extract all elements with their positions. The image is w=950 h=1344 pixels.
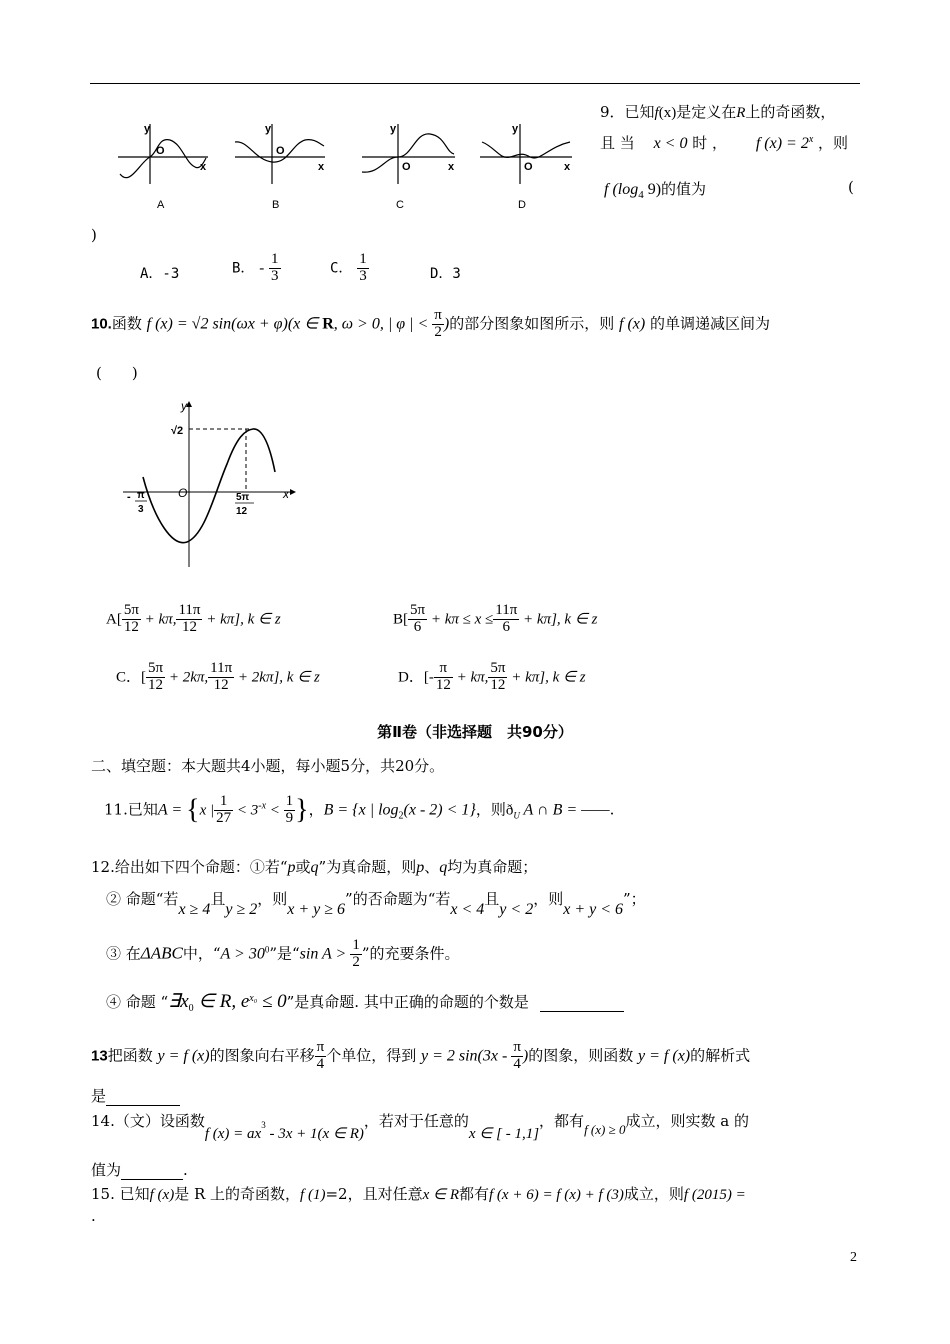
- q10-b-frac2: $\frac{11\pi}{6}$: [495, 602, 518, 635]
- q9-option-a: A．-3: [140, 266, 180, 282]
- graph-d-xlabel: x: [564, 161, 571, 173]
- q11-frac2: $\frac{1}{9}$: [285, 793, 294, 826]
- q9-line1: 9．已知f(x)是定义在R上的奇函数，: [600, 103, 836, 121]
- q10-sqrt2-label: √2: [171, 425, 184, 437]
- q10-y-label: y: [181, 399, 187, 413]
- q10-x-label: x: [283, 487, 289, 501]
- graph-d-ylabel: y: [512, 123, 519, 135]
- graph-d-origin: O: [524, 161, 533, 173]
- q12-line2: ② 命题“若x ≥ 4且y ≥ 2，则x + y ≥ 6”的否命题为“若x < 4且y < 2，则x + y < 6”；: [106, 890, 646, 918]
- graph-c-xlabel: x: [448, 161, 455, 173]
- q13-line2: 是: [91, 1085, 180, 1106]
- q10-left-num: π: [137, 490, 145, 501]
- graph-b-ylabel: y: [265, 123, 272, 135]
- q14-line2: 值为 .: [91, 1161, 188, 1179]
- q13-frac2: $\frac{\pi}{4}$: [513, 1039, 521, 1072]
- q9-option-c: C． $\frac{1}{3}$: [330, 251, 367, 284]
- q10-c-frac1: $\frac{5\pi}{12}$: [148, 660, 164, 693]
- q10-d-frac1: $\frac{\pi}{12}$: [435, 660, 451, 693]
- q9-paren-open: (: [848, 178, 854, 196]
- q10-a-frac1: $\frac{5\pi}{12}$: [123, 602, 139, 635]
- q10-option-c: C．[ $\frac{5\pi}{12}$ + 2kπ, $\frac{11\pi}{12}$ + 2kπ], k ∈ z: [116, 660, 320, 693]
- q12-half: $\frac{1}{2}$: [352, 937, 360, 970]
- q14-line1: 14.（文）设函数f $(x) = ax^3 - 3x + 1(x$ ∈ R)，若对于任意的x ∈ [ - 1,1]，都有f (x) ≥ 0成立，则实数 a 的: [91, 1112, 749, 1142]
- q10-b-frac1: $\frac{5\pi}{6}$: [410, 602, 426, 635]
- section2-title: 第Ⅱ卷（非选择题 共90分）: [377, 723, 573, 741]
- q12-answer-blank[interactable]: [540, 993, 624, 1012]
- graph-b-xlabel: x: [318, 161, 325, 173]
- q15-line1: 15. 已知f (x)是 R 上的奇函数，f (1)=2，且对任意x ∈ R都有f (x + 6) = f (x) + f (3)成立，则f (2015) =: [91, 1185, 746, 1203]
- graph-a-ylabel: y: [144, 123, 151, 135]
- fill-in-header: 二、填空题：本大题共4小题，每小题5分，共20分。: [91, 757, 445, 775]
- graph-a-label: A: [157, 199, 165, 211]
- q11: 11.已知A = {x | $\frac{1}{27}$ < $3^{-x}$ < $\frac{1}{9}$ }，B = {x | $\log_2(x - 2) < 1$}，则$ð_U$ A ∩ B = ——.: [104, 793, 615, 826]
- q12-line4: ④ 命题 “$\exists x_0$ ∈ R, $e^{x_0} \le 0$”是真命题. 其中正确的命题的个数是: [106, 990, 624, 1014]
- graph-a-xlabel: x: [200, 161, 207, 173]
- graph-d-label: D: [518, 199, 526, 211]
- q10-graph: [115, 392, 310, 572]
- q10-option-a: A[ $\frac{5\pi}{12}$ + kπ, $\frac{11\pi}{12}$ + kπ], k ∈ z: [106, 602, 281, 635]
- q10-left-sign: -: [127, 491, 131, 503]
- q10-option-b: B[ $\frac{5\pi}{6}$ + kπ ≤ x ≤ $\frac{11\pi}{6}$ + kπ], k ∈ z: [393, 602, 598, 635]
- q9-option-graphs: [100, 112, 590, 222]
- q10-sine-curve: [143, 429, 275, 543]
- q10-right-den: 12: [236, 506, 248, 517]
- graph-c-origin: O: [402, 161, 411, 173]
- q9-line3: f ($\log_4$ 9)的值为: [604, 180, 707, 201]
- q13-line1: 13把函数 y = f (x)的图象向右平移 $\frac{\pi}{4}$ 个单位，得到 y = 2 sin(3x - $\frac{\pi}{4}$ )的图象，则函数 y = f (x)的解析式: [91, 1039, 751, 1072]
- q11-frac1: $\frac{1}{27}$: [216, 793, 232, 826]
- q9-option-c-fraction: $\frac{1}{3}$: [359, 251, 367, 284]
- q10-stem: 10.函数 f (x) = √2 sin(ωx + φ)(x ∈ R, ω > 0, | φ | < $\frac{\pi}{2}$ )的部分图象如图所示，则 f (x) 的单调递减区间为: [91, 307, 770, 340]
- q10-answer-paren: ( ): [96, 364, 138, 382]
- q9-paren-close: ): [91, 226, 97, 244]
- q10-origin-label: O: [178, 486, 188, 500]
- q10-left-den: 3: [138, 504, 144, 515]
- q9-line2: 且 当 x < 0 时 ， f $(x) = 2^x$ ，则: [600, 134, 849, 152]
- q9-option-d: D．3: [430, 266, 461, 282]
- q13-frac1: $\frac{\pi}{4}$: [316, 1039, 325, 1072]
- q9-option-b: B． - $\frac{1}{3}$: [232, 251, 279, 284]
- page-number: 2: [850, 1250, 857, 1265]
- q10-pi-over-2: $\frac{\pi}{2}$: [434, 307, 442, 340]
- q10-option-d: D．[- $\frac{\pi}{12}$ + kπ, $\frac{5\pi}{12}$ + kπ], k ∈ z: [398, 660, 586, 693]
- graph-a-origin: O: [156, 145, 165, 157]
- q12-line3: ③ 在ΔABC中，“$A > 30^0$”是“sin A > $\frac{1}{2}$ ”的充要条件。: [106, 937, 460, 970]
- graph-d: [480, 124, 572, 184]
- q9-option-b-fraction: $\frac{1}{3}$: [271, 251, 279, 284]
- q10-right-num: 5π: [236, 492, 250, 503]
- header-rule: [90, 83, 860, 84]
- q13-answer-blank[interactable]: [106, 1087, 180, 1106]
- graph-c-ylabel: y: [390, 123, 397, 135]
- graph-c: [362, 124, 455, 184]
- q10-a-frac2: $\frac{11\pi}{12}$: [178, 602, 201, 635]
- q15-line2: .: [91, 1207, 96, 1225]
- q10-d-frac2: $\frac{5\pi}{12}$: [490, 660, 506, 693]
- graph-b-label: B: [272, 199, 280, 211]
- graph-b-origin: O: [276, 145, 285, 157]
- q14-answer-blank[interactable]: [121, 1161, 183, 1180]
- graph-c-label: C: [396, 199, 404, 211]
- q12-line1: 12.给出如下四个命题：①若“p或q”为真命题，则p、q均为真命题；: [91, 858, 538, 876]
- q10-c-frac2: $\frac{11\pi}{12}$: [210, 660, 233, 693]
